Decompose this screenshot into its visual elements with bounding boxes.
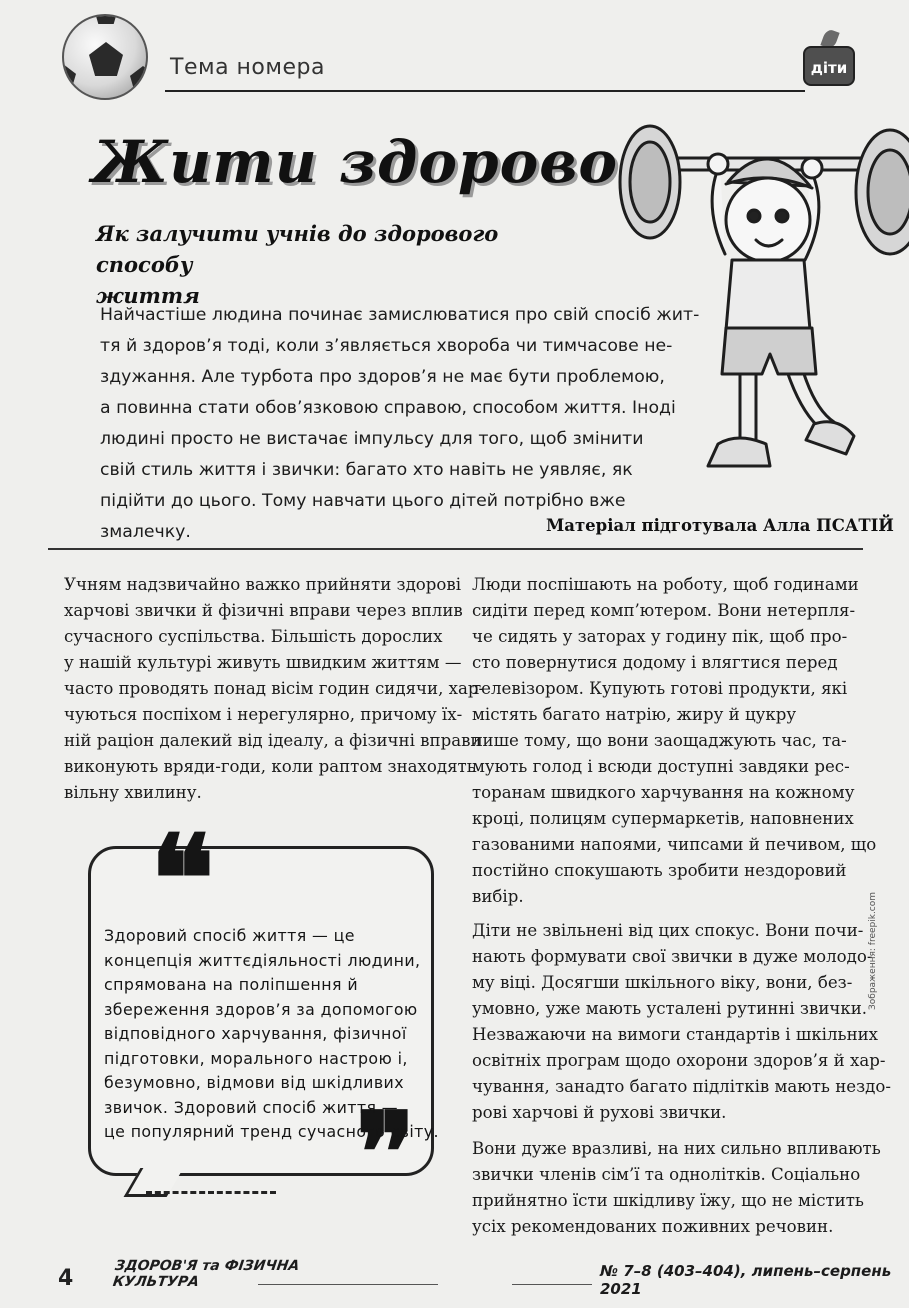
subtitle-line: Як залучити учнів до здорового способу — [96, 221, 499, 277]
opening-quote-icon: ❝ — [150, 809, 215, 950]
quote-text — [104, 924, 439, 1145]
text-line: ній раціон далекий від ідеалу, а фізичні вправи — [64, 731, 482, 750]
text-line: виконують вряди-годи, коли раптом знаходять — [64, 757, 476, 776]
text-line: містять багато натрію, жиру й цукру — [472, 705, 797, 724]
soccer-ball-icon — [62, 14, 148, 100]
magazine-name — [112, 1258, 301, 1290]
magazine-logo: діти — [803, 46, 855, 86]
text-line: му віці. Досягши шкільного віку, вони, без- — [472, 973, 853, 992]
text-line: чування, занадто багато підлітків мають нездо- — [472, 1077, 891, 1096]
text-line: умовно, уже мають усталені рутинні звички. — [472, 999, 868, 1018]
text-line: Незважаючи на вимоги стандартів і шкільних — [472, 1025, 879, 1044]
intro-line: свій стиль життя і звички: багато хто навіть не уявляє, як — [100, 460, 633, 480]
magazine-name-line: ЗДОРОВ'Я та ФІЗИЧНА — [114, 1258, 301, 1274]
quote-line: звичок. Здоровий спосіб життя — — [104, 1097, 398, 1117]
article-intro — [100, 300, 700, 548]
intro-line: здужання. Але турбота про здоров’я не має бути проблемою, — [100, 367, 665, 387]
body-paragraph-right-3 — [472, 1136, 881, 1240]
text-line: часто проводять понад вісім годин сидячи, хар- — [64, 679, 485, 698]
text-line: кроці, полицям супермаркетів, наповнених — [472, 809, 854, 828]
text-line: у нашій культурі живуть швидким життям — — [64, 653, 462, 672]
text-line: Люди поспішають на роботу, щоб годинами — [472, 575, 859, 594]
image-credit: Зображення: freepik.com — [868, 891, 878, 1010]
article-subtitle — [96, 218, 576, 311]
text-line: газованими напоями, чипсами й печивом, що — [472, 835, 877, 854]
intro-line: змалечку. — [100, 522, 191, 542]
quote-line: це популярний тренд сучасного світу. — [104, 1122, 439, 1141]
text-line: сто повернутися додому і влягтися перед — [472, 653, 838, 672]
dashed-underline — [146, 1191, 276, 1194]
author-credit: Матеріал підготувала Алла ПСАТІЙ — [546, 516, 894, 535]
page-number: 4 — [58, 1266, 74, 1291]
text-line: рові харчові й рухові звички. — [472, 1103, 727, 1122]
issue-info: № 7–8 (403–404), липень–серпень 2021 — [600, 1262, 892, 1298]
quote-line: підготовки, морального настрою і, — [104, 1048, 408, 1068]
text-line: Діти не звільнені від цих спокус. Вони почи- — [472, 921, 864, 940]
section-divider — [48, 548, 863, 550]
quote-line: відповідного харчування, фізичної — [104, 1024, 407, 1043]
footer-divider — [512, 1284, 592, 1285]
body-paragraph-left — [64, 572, 485, 806]
intro-line: а повинна стати обов’язковою справою, способом життя. Іноді — [100, 398, 676, 418]
subtitle-line: життя — [96, 283, 200, 308]
text-line: вільну хвилину. — [64, 783, 202, 802]
text-line: вибір. — [472, 887, 524, 906]
quote-line: спрямована на поліпшення й — [104, 975, 359, 994]
quote-line: концепція життєдіяльності людини, — [104, 950, 421, 970]
text-line: постійно спокушають зробити нездоровий — [472, 861, 847, 880]
text-line: лише тому, що вони заощаджують час, та- — [472, 731, 847, 750]
text-line: харчові звички й фізичні вправи через вплив — [64, 601, 463, 620]
section-title: Тема номера — [170, 55, 325, 80]
text-line: сидіти перед комп’ютером. Вони нетерпля- — [472, 601, 856, 620]
quote-line: Здоровий спосіб життя — це — [104, 926, 355, 945]
footer-divider — [258, 1284, 438, 1285]
text-line: мують голод і всюди доступні завдяки рес- — [472, 757, 850, 776]
text-line: нають формувати свої звички в дуже молодо- — [472, 947, 873, 966]
text-line: телевізором. Купують готові продукти, які — [472, 679, 848, 698]
text-line: Вони дуже вразливі, на них сильно впливають — [472, 1139, 881, 1158]
intro-line: підійти до цього. Тому навчати цього дітей потрібно вже — [100, 491, 626, 511]
text-line: че сидять у заторах у годину пік, щоб про- — [472, 627, 848, 646]
closing-quote-icon: ❞ — [356, 1088, 416, 1217]
quote-line: збереження здоров’я за допомогою — [104, 999, 418, 1019]
text-line: Учням надзвичайно важко прийняти здорові — [64, 575, 462, 594]
article-title: Жити здорово — [92, 128, 619, 196]
quote-line: безумовно, відмови від шкідливих — [104, 1073, 404, 1092]
text-line: сучасного суспільства. Більшість дорослих — [64, 627, 443, 646]
text-line: торанам швидкого харчування на кожному — [472, 783, 855, 802]
text-line: освітніх програм щодо охорони здоров’я й хар- — [472, 1051, 886, 1070]
text-line: прийнятно їсти шкідливу їжу, що не містить — [472, 1191, 864, 1210]
intro-line: Найчастіше людина починає замислюватися про свій спосіб жит- — [100, 305, 700, 325]
text-line: чуються поспіхом і нерегулярно, причому їх- — [64, 705, 463, 724]
text-line: усіх рекомендованих поживних речовин. — [472, 1217, 834, 1236]
magazine-name-line: КУЛЬТУРА — [111, 1274, 200, 1290]
intro-line: людині просто не вистачає імпульсу для того, щоб змінити — [100, 429, 644, 449]
body-paragraph-right-1 — [472, 572, 877, 910]
intro-line: тя й здоров’я тоді, коли з’являється хвороба чи тимчасове не- — [100, 336, 673, 356]
text-line: звички членів сім’ї та однолітків. Соціально — [472, 1165, 861, 1184]
